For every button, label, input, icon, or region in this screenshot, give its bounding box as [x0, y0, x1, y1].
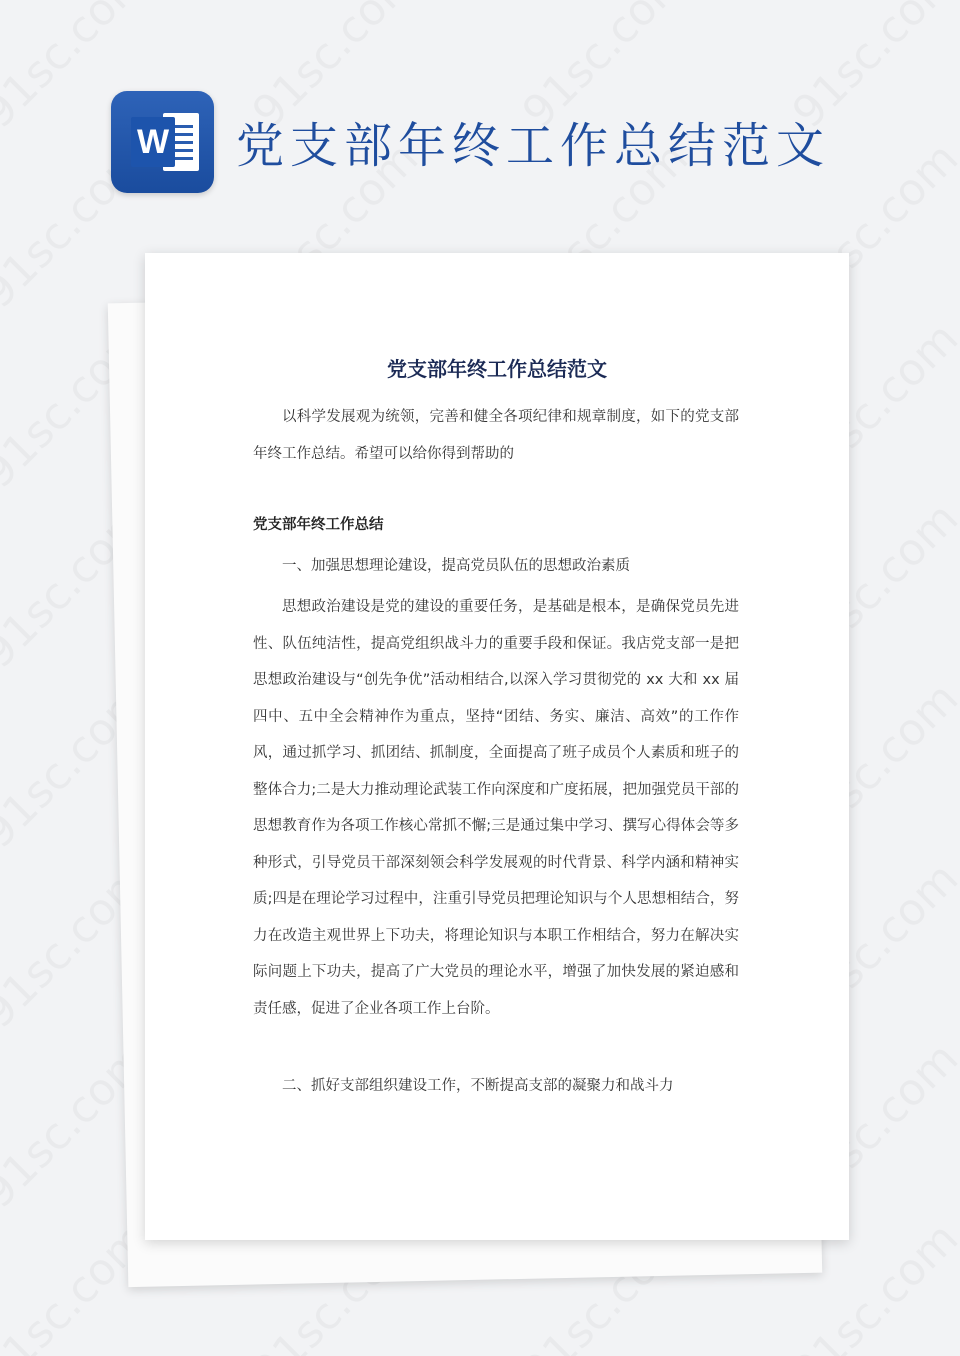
point-one-body: 思想政治建设是党的建设的重要任务，是基础是根本，是确保党员先进性、队伍纯洁性，提高党组织战斗力的重要手段和保证。我店党支部一是把思想政治建设与“创先争优”活动相结合,以深入学习贯彻党的 xx 大和 xx 届四中、五中全会精神作为重点，坚持“团结、务实、廉洁、高效”的工作作风，通过抓学习、抓团结、抓制度，全面提高了班子成员个人素质和班子的整体合力;二是大力推动理论武装工作向深度和广度拓展，把加强党员干部的思想教育作为各项工作核心常抓不懈;三是通过集中学习、撰写心得体会等多种形式，引导党员干部深刻领会科学发展观的时代背景、科学内涵和精神实质;四是在理论学习过程中，注重引导党员把理论知识与个人思想相结合，努力在改造主观世界上下功夫，将理论知识与本职工作相结合，努力在解决实际问题上下功夫，提高了广大党员的理论水平，增强了加快发展的紧迫感和责任感，促进了企业各项工作上台阶。 [253, 599, 739, 1017]
point-one-heading: 一、加强思想理论建设，提高党员队伍的思想政治素质 [282, 558, 630, 574]
word-icon [111, 91, 214, 193]
banner-title: 党支部年终工作总结范文 [236, 118, 831, 174]
document-title: 党支部年终工作总结范文 [387, 357, 607, 381]
section-heading: 党支部年终工作总结 [253, 517, 384, 533]
word-icon-letter: W [131, 117, 175, 167]
intro-paragraph: 以科学发展观为统领，完善和健全各项纪律和规章制度，如下的党支部年终工作总结。希望可以给你得到帮助的 [253, 409, 739, 462]
document-page [145, 253, 849, 1240]
point-two-heading: 二、抓好支部组织建设工作，不断提高支部的凝聚力和战斗力 [282, 1078, 674, 1094]
